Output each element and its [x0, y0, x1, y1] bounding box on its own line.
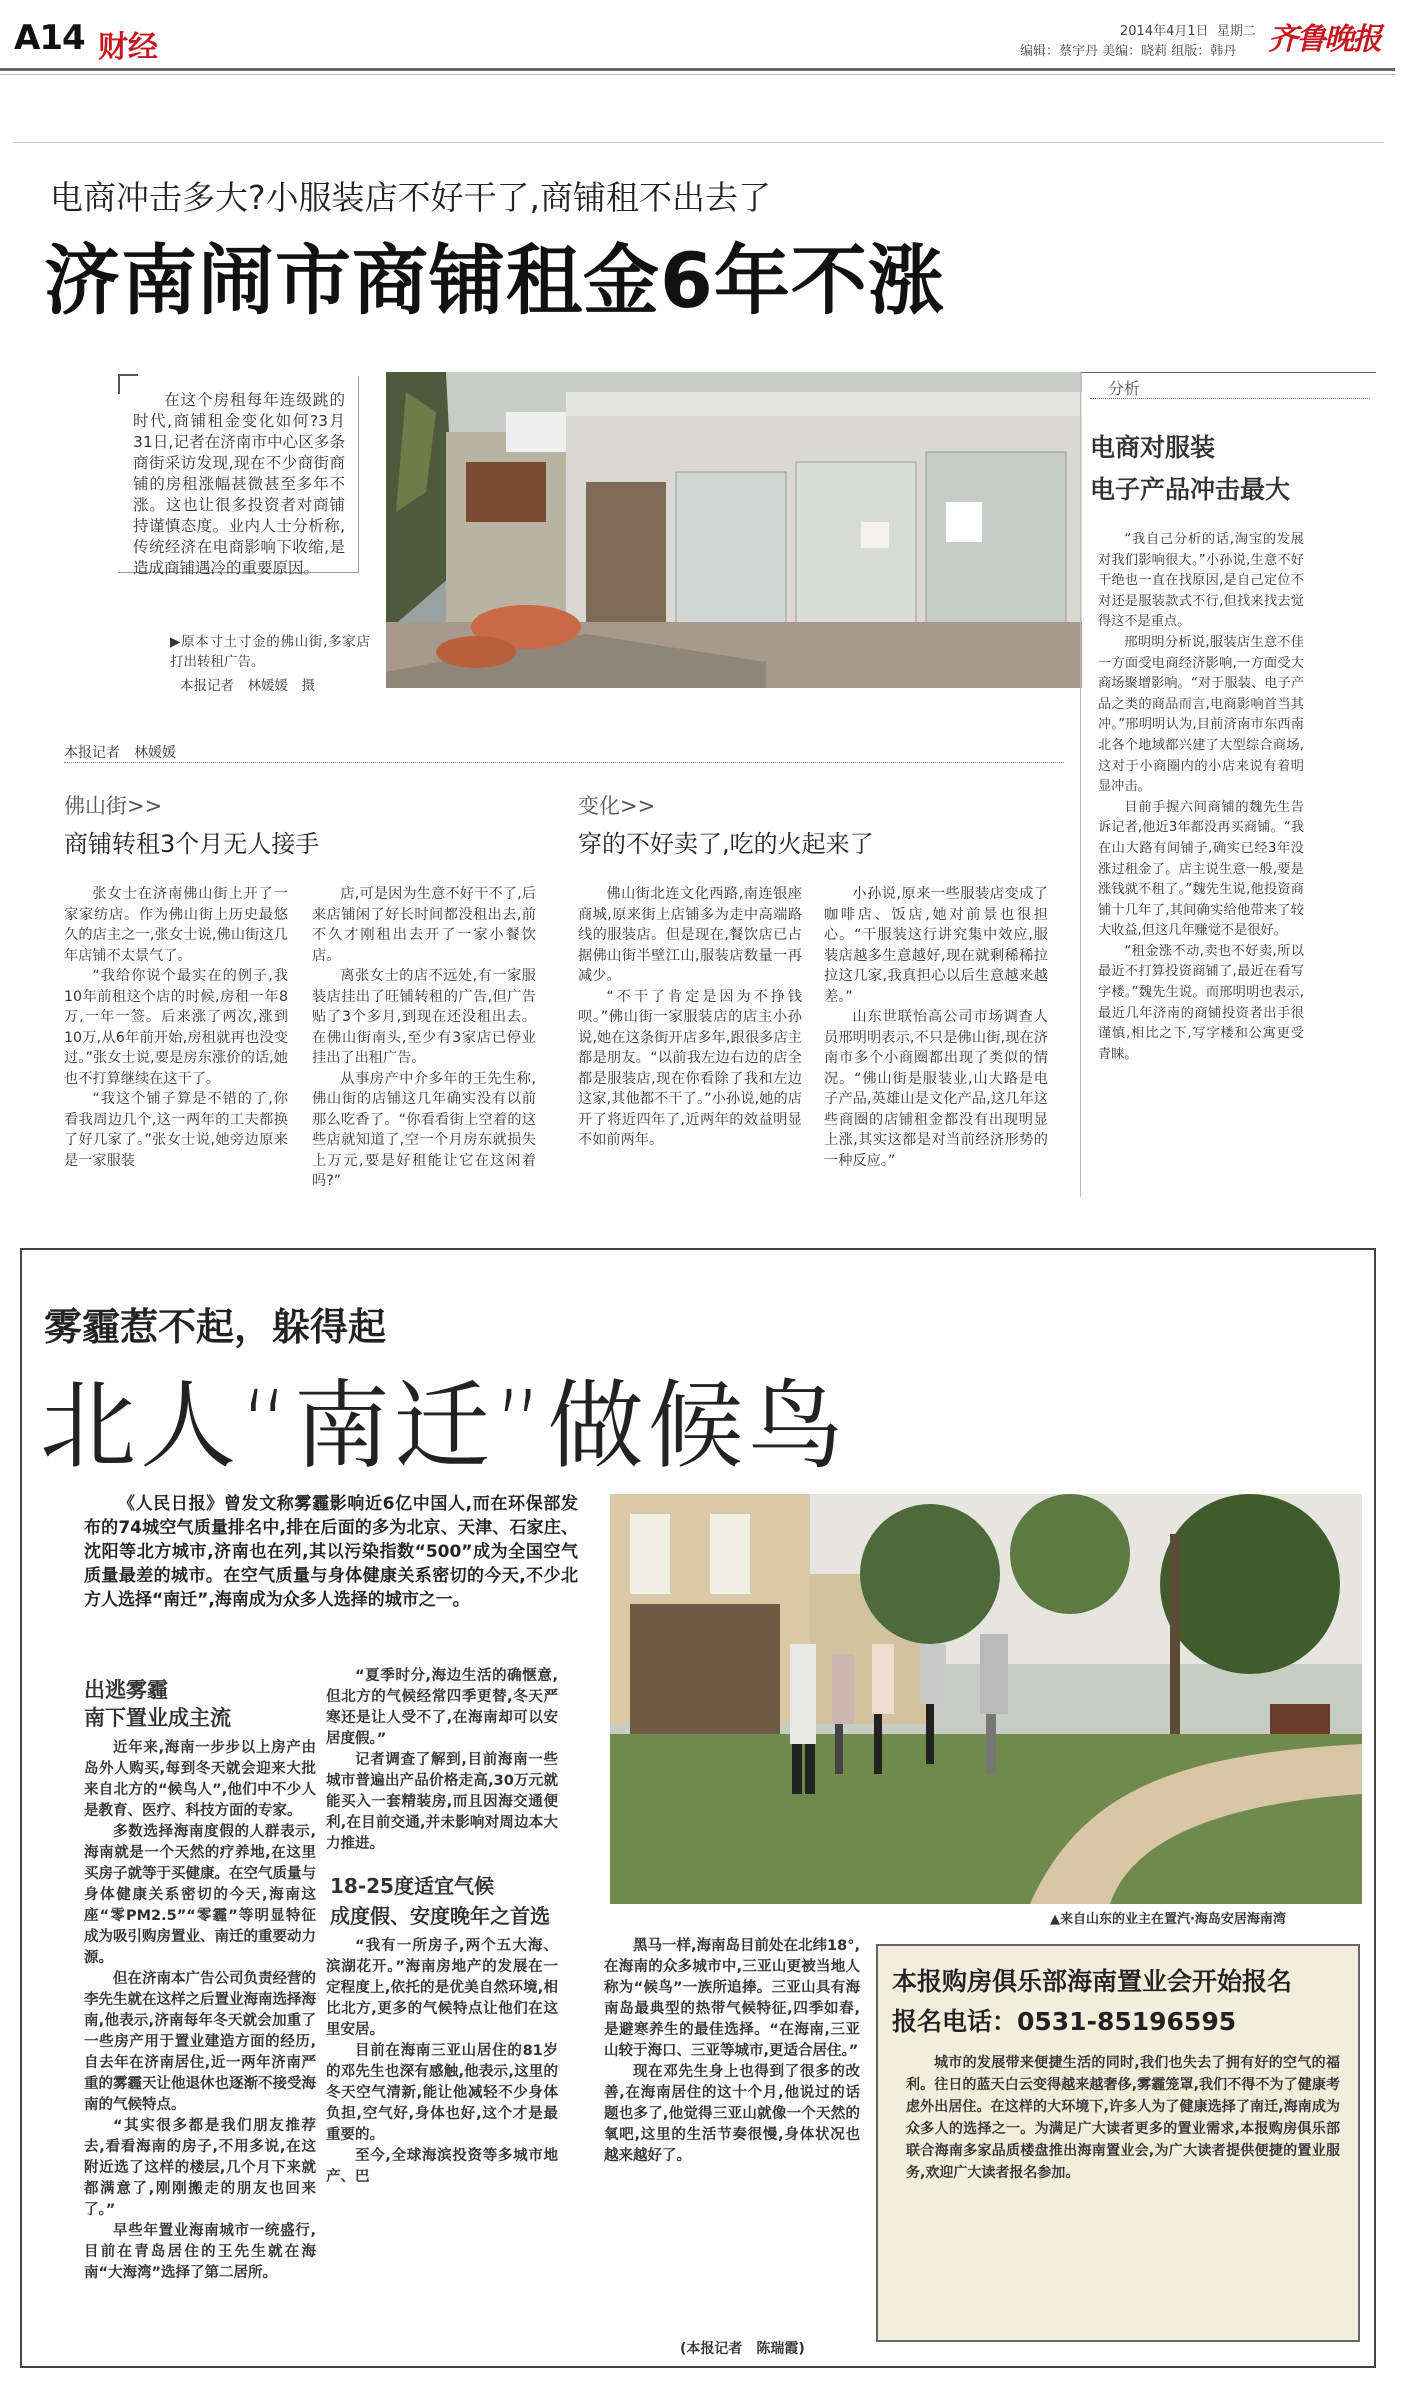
page-number: A14	[14, 18, 85, 58]
analysis-box-left	[1080, 372, 1081, 1197]
body-paragraph: “我这个铺子算是不错的了,你看我周边几个,这一两年的工夫都换了好几家了。”张女士说,她旁边原来是一家服装	[64, 1091, 288, 1169]
section-a-title: 商铺转租3个月无人接手	[64, 830, 320, 858]
resort-photo	[610, 1494, 1362, 1904]
body-paragraph: 从事房产中介多年的王先生称,佛山街的店铺这几年确实没有以前那么吃香了。“你看看街上空着的这些店就知道了,空一个月房东就损失上万元,要是好租能让它在这闲着吗?”	[312, 1070, 536, 1189]
analysis-paragraph: “租金涨不动,卖也不好卖,所以最近不打算投资商铺了,最近在看写字楼。”魏先生说。而邢明明也表示,最近几年济南的商铺投资者出手很谨慎,相比之下,写字楼和公寓更受青睐。	[1098, 943, 1304, 1062]
story2-reporter-credit: (本报记者 陈瑞霞)	[680, 2341, 805, 2357]
body-paragraph: “我给你说个最实在的例子,我10年前租这个店的时候,房租一年8万,一年一签。后来涨了两次,涨到10万,从6年前开始,房租就再也没变过。”张女士说,要是房东涨价的话,她也不打算继续在这干了。	[64, 968, 288, 1087]
body-paragraph: 多数选择海南度假的人群表示,海南就是一个天然的疗养地,在这里买房子就等于买健康。在空气质量与身体健康关系密切的今天,海南这座“零PM2.5”“零霾”等明显特征成为吸引购房置业、南迁的重要动力源。	[84, 1824, 316, 1966]
section-b-tag: 变化>>	[578, 794, 656, 818]
promo-title: 本报购房俱乐部海南置业会开始报名	[892, 1967, 1293, 1996]
story2-kicker: 雾霾惹不起，躲得起	[44, 1305, 387, 1349]
body-paragraph: “我有一所房子,两个五大海、滨湖花开。”海南房地产的发展在一定程度上,依托的是优美自然环境,相比北方,更多的气候特点让他们在这里安居。	[326, 1938, 558, 2038]
analysis-box-top	[1080, 372, 1376, 373]
story1-column-3	[578, 884, 802, 1151]
issue-date	[1120, 20, 1256, 39]
body-paragraph: 佛山街北连文化西路,南连银座商城,原来街上店铺多为走中高端路线的服装店。但是现在,餐饮店已占据佛山街半壁江山,服装店数量一再减少。	[578, 886, 802, 984]
story1-photo-credit: 本报记者 林媛媛 摄	[180, 678, 315, 694]
body-paragraph: 记者调查了解到,目前海南一些城市普遍出产品价格走高,30万元就能买入一套精装房,而且因海交通便利,在目前交通,并未影响对周边本大力推进。	[326, 1752, 558, 1852]
body-paragraph: “不干了肯定是因为不挣钱呗。”佛山街一家服装店的店主小孙说,她在这条街开店多年,跟很多店主都是朋友。“以前我左边右边的店全都是服装店,现在你看除了我和左边这家,其他都不干了。”小孙说,她的店开了将近四年了,近两年的效益明显不如前两年。	[578, 988, 802, 1148]
editors-credit: 编辑：蔡宇丹 美编：晓莉 组版：韩丹	[1020, 44, 1237, 59]
story1-photo-caption: ▶原本寸土寸金的佛山街,多家店打出转租广告。	[170, 634, 370, 670]
analysis-title-2: 电子产品冲击最大	[1090, 475, 1291, 504]
story2-lead: 《人民日报》曾发文称雾霾影响近6亿中国人,而在环保部发布的74城空气质量排名中,排在后面的多为北京、天津、石家庄、沈阳等北方城市,济南也在列,其以污染指数“500”成为全国空气质量最差的城市。在空气质量与身体健康关系密切的今天,不少北方人选择“南迁”,海南成为众多人选择的城市之一。	[84, 1494, 578, 1610]
analysis-paragraph: 邢明明分析说,服装店生意不佳一方面受电商经济影响,一方面受大商场聚增影响。“对于服装、电子产品之类的商品而言,电商影响首当其冲。”邢明明认为,目前济南市东西南北各个地域都兴建了大型综合商场,这对于小商圈内的小店来说有着明显冲击。	[1098, 634, 1304, 795]
story1-top-rule	[14, 142, 1384, 143]
analysis-title-1: 电商对服装	[1090, 433, 1216, 462]
body-paragraph: 现在邓先生身上也得到了很多的改善,在海南居住的这十个月,他说过的话题也多了,他觉得三亚山就像一个天然的氧吧,这里的生活节奏很慢,身体状况也越来越好了。	[604, 2064, 860, 2164]
body-paragraph: “其实很多都是我们朋友推荐去,看看海南的房子,不用多说,在这附近选了这样的楼层,几个月下来就都满意了,刚刚搬走的朋友也回来了。”	[84, 2118, 316, 2218]
section-a-tag: 佛山街>>	[64, 794, 163, 818]
masthead-rule	[0, 68, 1395, 71]
masthead-thin-rule	[0, 74, 1395, 75]
sub1-deck: 南下置业成主流	[84, 1706, 231, 1730]
body-paragraph: 山东世联怡高公司市场调查人员邢明明表示,不只是佛山街,现在济南市多个小商圈都出现了类似的情况。“佛山街是服装业,山大路是电子产品,英雄山是文化产品,这几年这些商圈的店铺租金都没有出现明显上涨,其实这都是对当前经济形势的一种反应。”	[824, 1009, 1048, 1169]
date-text: 2014年4月1日	[1120, 24, 1209, 39]
sub2-deck: 成度假、安度晚年之首选	[330, 1904, 550, 1928]
body-paragraph: 张女士在济南佛山街上开了一家家纺店。作为佛山街上历史最悠久的店主之一,张女士说,佛山街这几年店铺不太景气了。	[64, 886, 288, 964]
body-paragraph: 至今,全球海滨投资等多城市地产、巴	[326, 2148, 558, 2185]
story1-headline: 济南闹市商铺租金6年不涨	[44, 236, 945, 325]
analysis-paragraph: “我自己分析的话,淘宝的发展对我们影响很大。”小孙说,生意不好干绝也一直在找原因,是自己定位不对还是服装款式不行,但找来找去觉得这不是重点。	[1098, 532, 1304, 630]
story1-lead: 在这个房租每年连级跳的时代,商铺租金变化如何?3月31日,记者在济南市中心区多条商街采访发现,现在不少商街商铺的房租涨幅甚微甚至多年不涨。这也让很多投资者对商铺持谨慎态度。业内人士分析称,传统经济在电商影响下收缩,是造成商铺遇冷的重要原因。	[133, 391, 345, 577]
byline-rule	[64, 762, 1064, 763]
analysis-tag: 分析	[1108, 379, 1141, 398]
body-paragraph: 但在济南本广告公司负责经营的李先生就在这样之后置业海南选择海南,他表示,济南每年冬天就会加重了一些房产用于置业建造方面的经历,自去年在济南居住,近一两年济南严重的雾霾天让他退休也逐渐不接受海南的气候特点。	[84, 1971, 316, 2113]
street-shops-photo	[386, 372, 1082, 688]
sub1-title: 出逃雾霾	[84, 1678, 168, 1702]
story1-kicker: 电商冲击多大?小服装店不好干了,商铺租不出去了	[50, 178, 772, 217]
story2-headline: 北人“南迁”做候鸟	[40, 1370, 848, 1482]
story1-column-1	[64, 884, 288, 1171]
body-paragraph: 目前在海南三亚山居住的81岁的邓先生也深有感触,他表示,这里的冬天空气清新,能让他减轻不少身体负担,空气好,身体也好,这个才是最重要的。	[326, 2043, 558, 2143]
resort-photo-art	[610, 1494, 1362, 1904]
section-name: 财经	[98, 30, 158, 65]
body-paragraph: 店,可是因为生意不好干不了,后来店铺闲了好长时间都没租出去,前不久才刚租出去开了一家小餐饮店。	[312, 886, 536, 964]
story2-column-c	[604, 1936, 860, 2167]
body-paragraph: 早些年置业海南城市一统盛行,目前在青岛居住的王先生就在海南“大海湾”选择了第二居所。	[84, 2223, 316, 2281]
story1-column-2	[312, 884, 536, 1192]
story1-column-4	[824, 884, 1048, 1171]
body-paragraph: 离张女士的店不远处,有一家服装店挂出了旺铺转租的广告,但广告贴了3个多月,到现在还没租出去。在佛山街南头,至少有3家店已停业挂出了出租广告。	[312, 968, 536, 1066]
newspaper-logo: 齐鲁晚报	[1268, 22, 1380, 57]
promo-phone: 报名电话：0531-85196595	[892, 2007, 1237, 2036]
story1-byline: 本报记者 林媛媛	[64, 745, 176, 761]
weekday-text: 星期二	[1216, 24, 1256, 39]
analysis-body	[1098, 530, 1304, 1065]
body-paragraph: 黑马一样,海南岛目前处在北纬18°,在海南的众多城市中,三亚山更被当地人称为“候鸟”一族所追捧。三亚山具有海南岛最典型的热带气候特征,四季如春,是避寒养生的最佳选择。“在海南,三亚山较于海口、三亚等城市,更适合居住。”	[604, 1938, 860, 2059]
promo-body: 城市的发展带来便捷生活的同时,我们也失去了拥有好的空气的福利。往日的蓝天白云变得越来越奢侈,雾霾笼罩,我们不得不为了健康考虑外出居住。在这样的大环境下,许多人为了健康选择了南迁,海南成为众多人的选择之一。为满足广大读者更多的置业需求,本报购房俱乐部联合海南多家品质楼盘推出海南置业会,为广大读者提供便捷的置业服务,欢迎广大读者报名参加。	[906, 2055, 1340, 2181]
analysis-dotted-rule	[1090, 398, 1370, 399]
analysis-paragraph: 目前手握六间商铺的魏先生告诉记者,他近3年都没再买商铺。“我在山大路有间铺子,确实已经3年没涨过租金了。店主说生意一般,要是涨钱就不租了。”魏先生说,他投资商铺十几年了,其间确实给他带来了较大收益,但这几年赚觉不是很好。	[1098, 799, 1304, 939]
section-b-title: 穿的不好卖了,吃的火起来了	[578, 830, 874, 858]
body-paragraph: “夏季时分,海边生活的确惬意,但北方的气候经常四季更替,冬天严寒还是让人受不了,在海南却可以安居度假。”	[326, 1668, 558, 1747]
story2-column-a	[84, 1738, 316, 2284]
resort-photo-caption: ▲来自山东的业主在置汽·海岛安居海南湾	[1050, 1912, 1286, 1927]
story2-column-b	[326, 1666, 558, 1855]
street-shops-photo-art	[386, 372, 1082, 688]
sub2-title: 18-25度适宜气候	[330, 1874, 494, 1898]
story2-column-b2	[326, 1936, 558, 2188]
body-paragraph: 近年来,海南一步步以上房产由岛外人购买,每到冬天就会迎来大批来自北方的“候鸟人”,他们中不少人是教育、医疗、科技方面的专家。	[84, 1740, 316, 1819]
body-paragraph: 小孙说,原来一些服装店变成了咖啡店、饭店,她对前景也很担心。“干服装这行讲究集中效应,服装店越多生意越好,现在就剩稀稀拉拉这几家,我真担心以后生意越来越差。”	[824, 886, 1048, 1005]
